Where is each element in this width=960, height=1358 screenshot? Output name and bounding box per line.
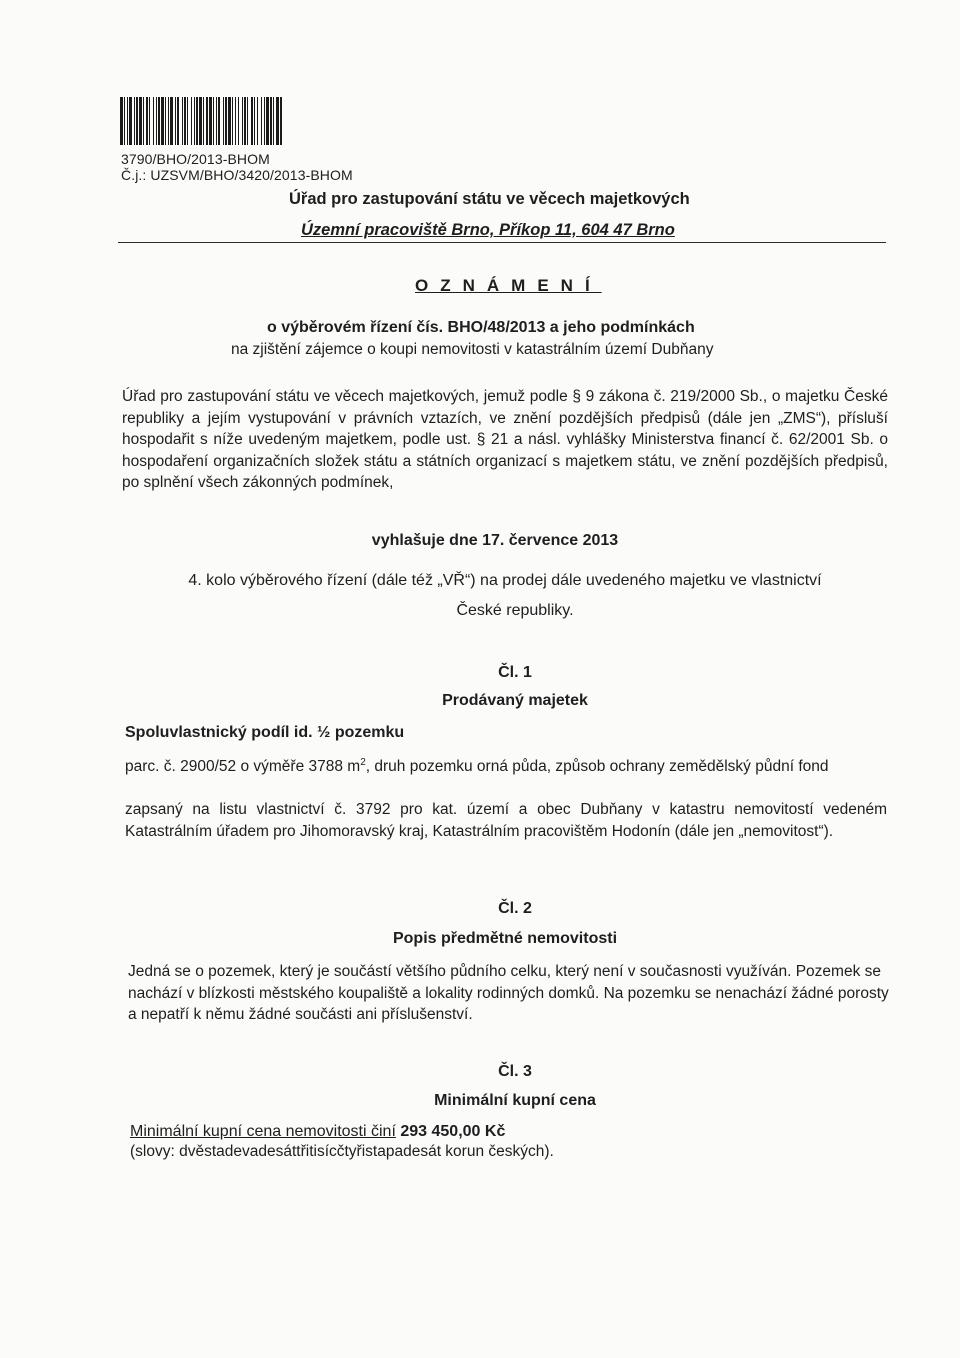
header-rule [118, 242, 886, 243]
article3-heading: Minimální kupní cena [434, 1092, 596, 1109]
article1-number: Čl. 1 [498, 664, 532, 681]
round-line2: České republiky. [456, 602, 574, 619]
case-number: Č.j.: UZSVM/BHO/3420/2013-BHOM [121, 167, 353, 183]
article2-number: Čl. 2 [498, 900, 532, 917]
article2-heading: Popis předmětné nemovitosti [392, 930, 618, 947]
round-line1: 4. kolo výběrového řízení (dále též „VŘ“) na prodej dále uvedeného majetku ve vlastnictví [188, 572, 822, 589]
subtitle-line1: o výběrovém řízení čís. BHO/48/2013 a jeho podmínkách [267, 319, 695, 336]
intro-paragraph: Úřad pro zastupování státu ve věcech majetkových, jemuž podle § 9 zákona č. 219/2000 Sb., o majetku České republiky a jejím vystupování v právních vztazích, ve znění pozdějších předpisů (dále jen „ZMS“), přísluší hospodařit s níže uvedeným majetkem, podle ust. § 21 a násl. vyhlášky Ministerstva financí č. 62/2001 Sb. o hospodaření organizačních složek státu a státních organizací s majetkem státu, ve znění pozdějších předpisů, po splnění všech zákonných podmínek, [122, 388, 888, 491]
barcode-bar [280, 97, 282, 145]
subtitle-line2: na zjištění zájemce o koupi nemovitosti v katastrálním území Dubňany [231, 341, 714, 358]
share-heading: Spoluvlastnický podíl id. ½ pozemku [125, 724, 405, 741]
parcel-paragraph: parc. č. 2900/52 o výměře 3788 $m^2$, druh pozemku orná půda, způsob ochrany zemědělský půdní fond [125, 757, 829, 776]
article3-number: Čl. 3 [498, 1063, 532, 1080]
office-address: Územní pracoviště Brno, Příkop 11, 604 47 Brno [301, 221, 675, 239]
registry-paragraph: zapsaný na listu vlastnictví č. 3792 pro kat. území a obec Dubňany v katastru nemovitostí vedeném Katastrálním úřadem pro Jihomoravský kraj, Katastrálním pracovištěm Hodonín (dále jen „nemovitost“). [125, 801, 887, 840]
minimum-price-words: (slovy: dvěstadevadesáttřitisícčtyřistapadesát korun českých). [130, 1143, 554, 1160]
document-title: OZNÁMENÍ [415, 276, 602, 295]
minimum-price-value: 293 450,00 Kč [400, 1123, 506, 1140]
article1-heading: Prodávaný majetek [442, 692, 588, 709]
article2-text: Jedná se o pozemek, který je součástí většího půdního celku, který není v současnosti využíván. Pozemek se nachází v blízkosti městského koupaliště a lokality rodinných domků. Na pozemku se nenachází žádné porosty a nepatří k němu žádné součásti ani příslušenství. [128, 963, 889, 1023]
announce-date: vyhlašuje dne 17. července 2013 [371, 532, 619, 549]
barcode [120, 97, 525, 145]
office-name: Úřad pro zastupování státu ve věcech majetkových [289, 190, 690, 208]
minimum-price-line [130, 1123, 505, 1141]
reference-number: 3790/BHO/2013-BHOM [121, 151, 270, 167]
minimum-price-label: Minimální kupní cena nemovitosti činí [130, 1123, 396, 1140]
